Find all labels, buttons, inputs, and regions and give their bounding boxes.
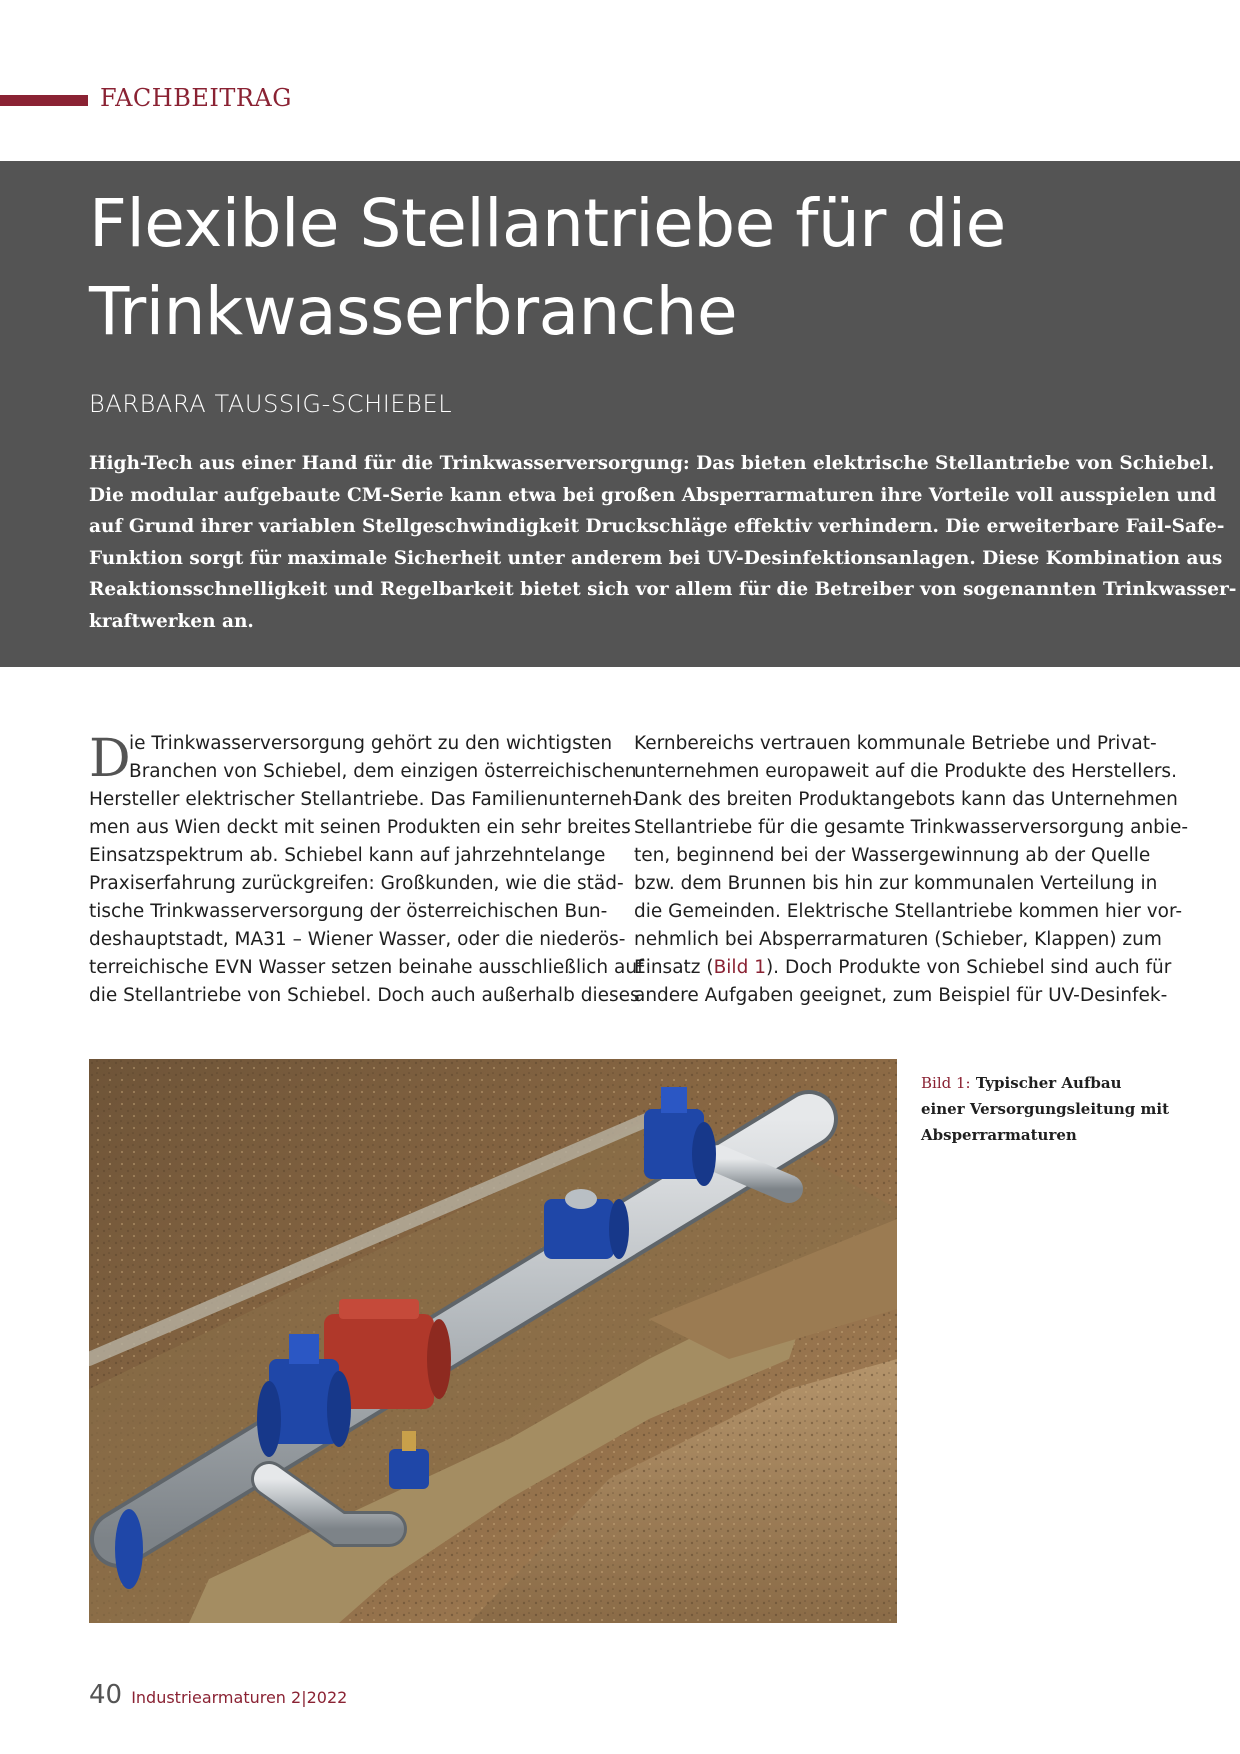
article-title [89, 180, 1006, 356]
body-line: Kernbereichs vertrauen kommunale Betriebe und Privat- [634, 733, 1157, 754]
article-author: BARBARA TAUSSIG-SCHIEBEL [89, 390, 453, 418]
body-line: Praxiserfahrung zurückgreifen: Großkunden, wie die städ- [89, 873, 624, 894]
ref-after: ). Doch Produkte von Schiebel sind auch für [765, 957, 1172, 978]
pipe-end-flange [115, 1509, 143, 1589]
body-line: die Gemeinden. Elektrische Stellantriebe kommen hier vor- [634, 901, 1183, 922]
body-line: Branchen von Schiebel, dem einzigen österreichischen [129, 761, 637, 782]
figure-caption [921, 1070, 1169, 1148]
article-lead [89, 448, 1237, 637]
lead-line: kraftwerken an. [89, 610, 254, 632]
body-line: tische Trinkwasserversorgung der österreichischen Bun- [89, 901, 608, 922]
body-column-left [89, 730, 644, 1010]
caption-line: Absperrarmaturen [921, 1126, 1077, 1144]
title-line: Flexible Stellantriebe für die [89, 185, 1006, 262]
page-number: 40 [89, 1680, 123, 1710]
lead-line: Reaktionsschnelligkeit und Regelbarkeit bietet sich vor allem für die Betreiber von sogenannten Trinkwasser- [89, 579, 1237, 600]
body-line: ie Trinkwasserversorgung gehört zu den wichtigsten [129, 733, 613, 754]
body-line: ten, beginnend bei der Wassergewinnung ab der Quelle [634, 845, 1151, 866]
figure-reference-link[interactable]: Bild 1 [713, 957, 766, 978]
figure-photo-pipeline [89, 1059, 897, 1623]
magazine-issue: Industriearmaturen 2|2022 [131, 1688, 348, 1707]
body-line: nehmlich bei Absperrarmaturen (Schieber, Klappen) zum [634, 929, 1162, 950]
body-line: terreichische EVN Wasser setzen beinahe ausschließlich auf [89, 957, 644, 978]
lead-line: Funktion sorgt für maximale Sicherheit unter anderem bei UV-Desinfektionsanlagen. Diese Kombination aus [89, 547, 1223, 569]
lead-line: auf Grund ihrer variablen Stellgeschwindigkeit Druckschläge effektiv verhindern. Die erweiterbare Fail-Safe- [89, 516, 1225, 537]
caption-label: Bild 1: [921, 1074, 971, 1092]
body-line: deshauptstadt, MA31 – Wiener Wasser, oder die niederös- [89, 929, 626, 950]
body-line: Hersteller elektrischer Stellantriebe. Das Familienunterneh- [89, 789, 640, 810]
pipeline-trench-illustration [89, 1059, 897, 1623]
body-line: Einsatzspektrum ab. Schiebel kann auf jahrzehntelange [89, 845, 606, 866]
drop-cap: D [89, 729, 131, 789]
body-line: Stellantriebe für die gesamte Trinkwasserversorgung anbie- [634, 817, 1189, 838]
caption-line: einer Versorgungsleitung mit [921, 1100, 1169, 1118]
body-line: men aus Wien deckt mit seinen Produkten ein sehr breites [89, 817, 631, 838]
body-line: bzw. dem Brunnen bis hin zur kommunalen Verteilung in [634, 873, 1158, 894]
ref-before: Einsatz ( [634, 957, 714, 978]
body-line-with-ref [634, 954, 1172, 982]
lead-line: High-Tech aus einer Hand für die Trinkwasserversorgung: Das bieten elektrische Stellantriebe von Schiebel. [89, 453, 1215, 474]
caption-line [921, 1070, 1161, 1096]
page-footer [89, 1680, 347, 1710]
caption-text: Typischer Aufbau [975, 1074, 1122, 1092]
body-line: die Stellantriebe von Schiebel. Doch auch außerhalb dieses [89, 985, 640, 1006]
section-accent-bar [0, 95, 88, 106]
section-label: FACHBEITRAG [100, 84, 292, 112]
lead-line: Die modular aufgebaute CM-Serie kann etwa bei großen Absperrarmaturen ihre Vorteile voll ausspielen und [89, 484, 1217, 506]
title-line: Trinkwasserbranche [89, 273, 738, 350]
body-column-right [634, 730, 1189, 1010]
body-line: Dank des breiten Produktangebots kann das Unternehmen [634, 789, 1178, 810]
body-line: unternehmen europaweit auf die Produkte des Herstellers. [634, 761, 1177, 782]
body-line: andere Aufgaben geeignet, zum Beispiel für UV-Desinfek- [634, 985, 1168, 1006]
